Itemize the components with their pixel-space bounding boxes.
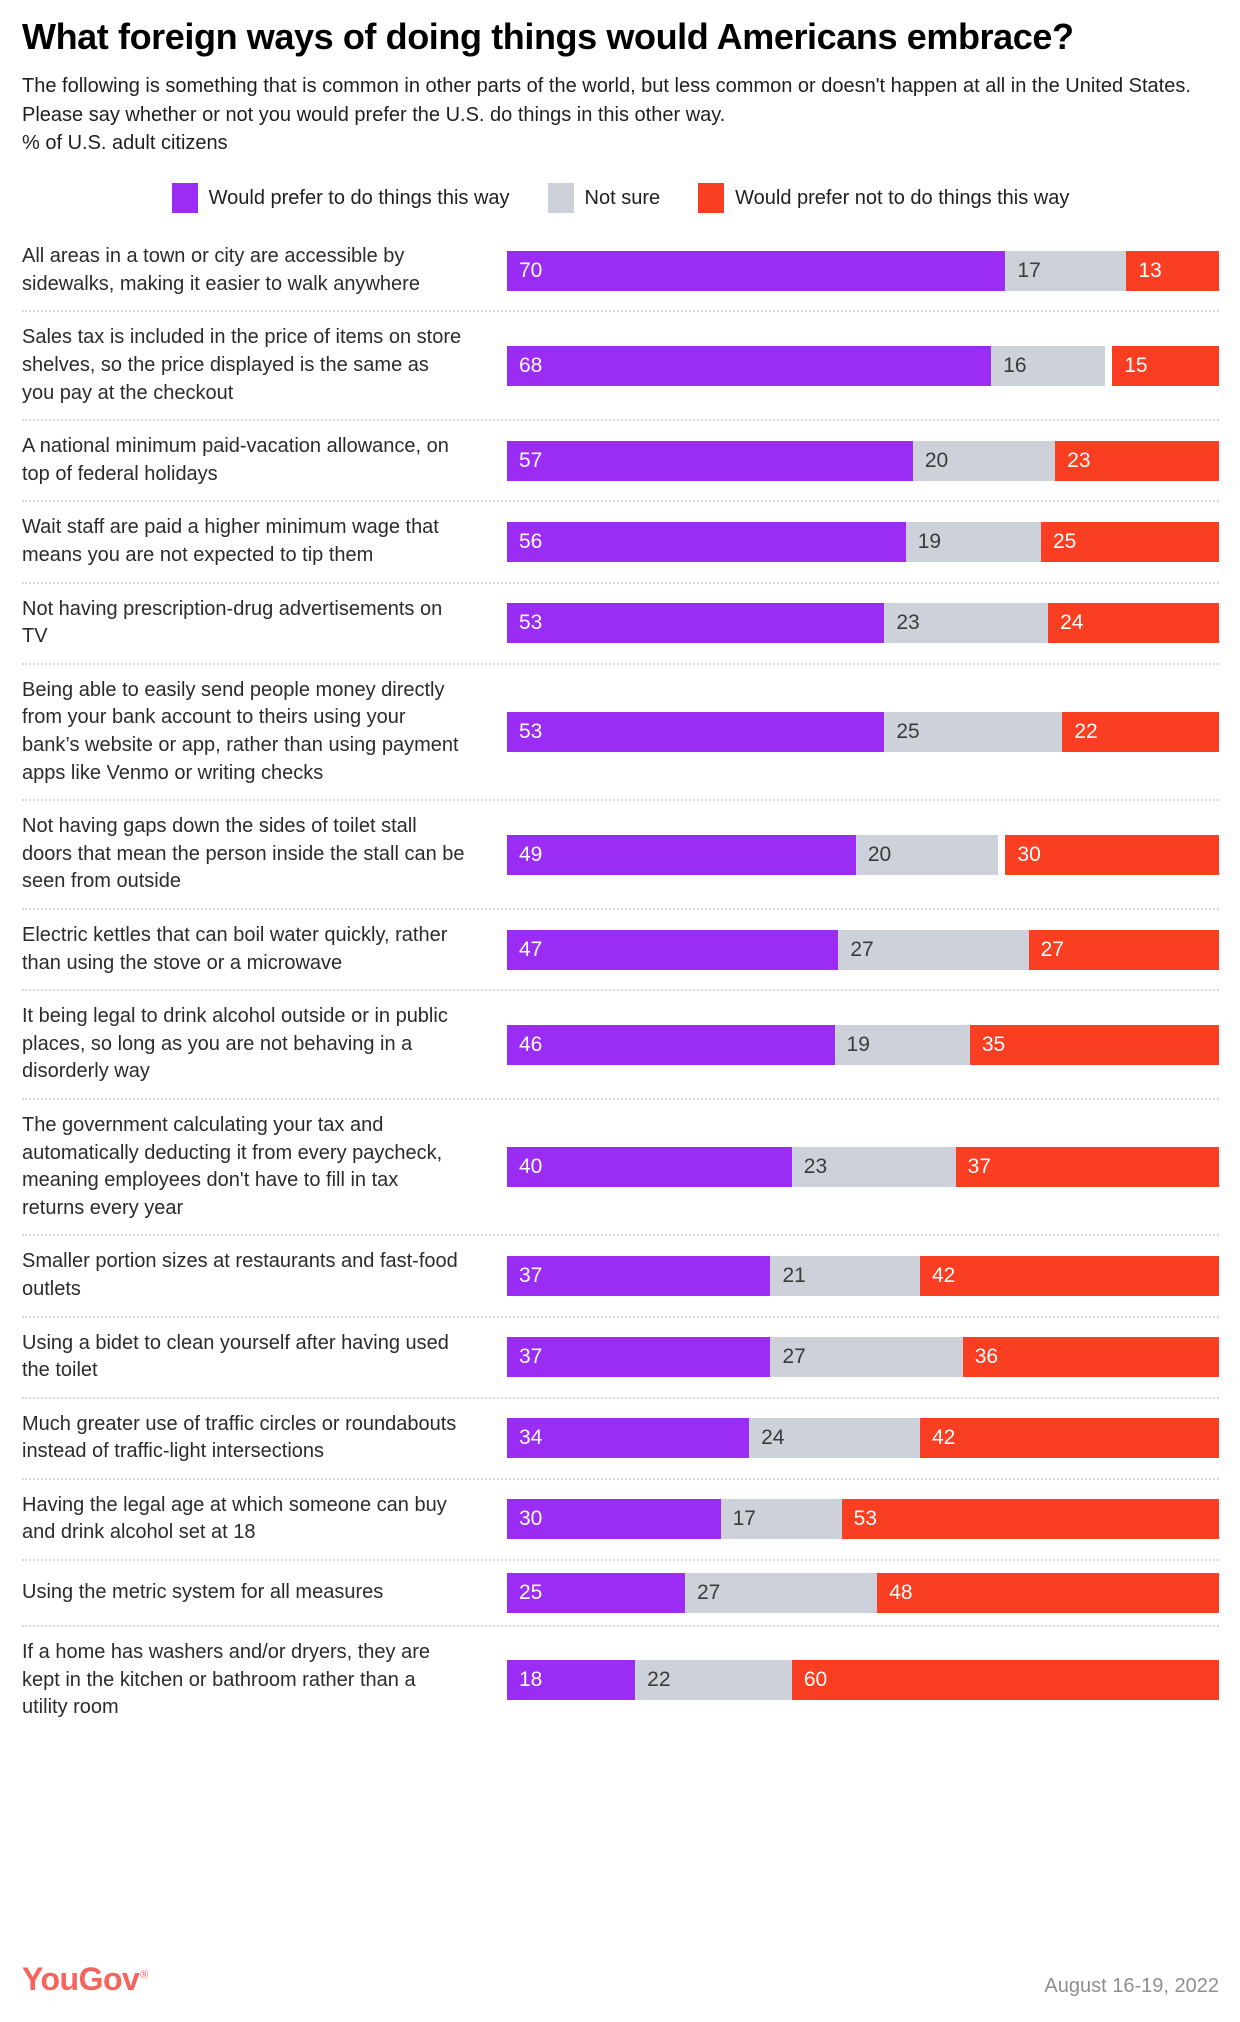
chart-footer: [22, 1961, 1219, 1998]
chart-row: [22, 310, 1219, 419]
bar-value: 35: [981, 1032, 1006, 1056]
bar-segment-not-sure: [906, 522, 1041, 562]
bar-segment-prefer-not: [1029, 930, 1219, 970]
bar-segment-not-sure: [770, 1337, 962, 1377]
bar-segment-not-sure: [1005, 251, 1126, 291]
row-label: It being legal to drink alcohol outside or in public places, so long as you are not behaving in a disorderly way: [22, 1005, 448, 1083]
bar-value: 21: [782, 1263, 806, 1287]
bar-segment-not-sure: [835, 1025, 970, 1065]
bar-value: 20: [924, 448, 949, 472]
row-label: If a home has washers and/or dryers, they are kept in the kitchen or bathroom rather than a utility room: [22, 1641, 430, 1719]
bar-segment-prefer-not: [1062, 712, 1219, 752]
legend-item-prefer: [172, 183, 510, 213]
bar-segment-not-sure: [856, 835, 998, 875]
bar-value: 27: [697, 1581, 721, 1605]
bar-value: 23: [803, 1155, 828, 1179]
bar-value: 53: [853, 1507, 877, 1531]
bar-value: 27: [1040, 937, 1065, 961]
bar-segment-prefer-not: [920, 1256, 1219, 1296]
row-label: A national minimum paid-vacation allowance, on top of federal holidays: [22, 435, 449, 485]
chart-row: [22, 989, 1219, 1098]
row-bar: [507, 1573, 1219, 1613]
bar-segment-prefer: [507, 712, 884, 752]
bar-value: 23: [1067, 448, 1091, 472]
row-bar: [507, 1418, 1219, 1458]
bar-value: 68: [519, 353, 543, 377]
row-bar: [507, 251, 1219, 291]
chart-row: [22, 231, 1219, 310]
row-bar: [507, 712, 1219, 752]
bar-value: 27: [782, 1345, 806, 1369]
row-bar: [507, 603, 1219, 643]
bar-segment-prefer-not: [1055, 441, 1219, 481]
bar-segment-not-sure: [884, 603, 1048, 643]
chart-row: [22, 1397, 1219, 1478]
bar-segment-not-sure: [635, 1660, 792, 1700]
row-bar: [507, 930, 1219, 970]
row-bar: [507, 522, 1219, 562]
bar-segment-prefer: [507, 1025, 835, 1065]
row-label: Being able to easily send people money directly from your bank account to theirs using your bank’s website or app, rather than using payment apps like Venmo or writing checks: [22, 678, 459, 784]
row-label: Much greater use of traffic circles or roundabouts instead of traffic-light intersections: [22, 1412, 457, 1463]
bar-segment-prefer-not: [956, 1147, 1219, 1187]
bar-segment-not-sure: [913, 441, 1055, 481]
bar-segment-prefer: [507, 522, 906, 562]
bar-value: 24: [1060, 611, 1084, 635]
bar-value: 22: [1074, 720, 1098, 743]
bar-value: 17: [732, 1507, 756, 1531]
bar-value: 40: [519, 1155, 543, 1179]
bar-value: 22: [647, 1668, 671, 1692]
bar-value: 53: [519, 611, 543, 635]
row-bar: [507, 1660, 1219, 1700]
bar-value: 46: [519, 1032, 543, 1056]
bar-segment-prefer-not: [963, 1337, 1219, 1377]
bar-value: 17: [1017, 258, 1041, 282]
bar-value: 23: [896, 611, 920, 635]
fieldwork-date: August 16-19, 2022: [1044, 1975, 1219, 1997]
registered-trademark-icon: ®: [140, 1969, 148, 1982]
row-label: Smaller portion sizes at restaurants and fast-food outlets: [22, 1250, 458, 1300]
bar-segment-prefer: [507, 441, 913, 481]
chart-row: [22, 1625, 1219, 1734]
bar-segment-prefer: [507, 1147, 792, 1187]
bar-value: 49: [519, 842, 543, 866]
chart-subtitle: The following is something that is common in other parts of the world, but less common or doesn't happen at all in the United States. Please say whether or not you would prefer the U.S. do things in this other way.: [22, 75, 1191, 126]
bar-value: 20: [867, 842, 892, 866]
bar-value: 42: [931, 1426, 956, 1450]
bar-segment-prefer: [507, 1660, 635, 1700]
bar-segment-prefer-not: [1041, 522, 1219, 562]
row-bar: [507, 835, 1219, 875]
bar-value: 25: [1053, 530, 1077, 554]
bar-value: 27: [850, 937, 874, 961]
bar-value: 16: [1003, 353, 1027, 377]
bar-segment-prefer-not: [842, 1499, 1219, 1539]
row-label: Having the legal age at which someone can buy and drink alcohol set at 18: [22, 1493, 447, 1544]
bar-value: 37: [519, 1345, 543, 1369]
bar-value: 47: [519, 937, 543, 961]
chart-row: [22, 1234, 1219, 1315]
bar-value: 34: [519, 1426, 543, 1450]
bar-segment-prefer-not: [1126, 251, 1219, 291]
legend-label-prefer-not: Would prefer not to do things this way: [735, 186, 1070, 209]
legend-swatch-prefer-icon: [172, 183, 198, 213]
bar-value: 19: [846, 1032, 870, 1056]
chart-row: [22, 1316, 1219, 1397]
bar-value: 25: [519, 1581, 543, 1605]
bar-segment-prefer-not: [1112, 346, 1219, 386]
bar-value: 15: [1124, 353, 1148, 377]
row-bar: [507, 1025, 1219, 1065]
legend-label-not-sure: Not sure: [584, 186, 661, 209]
legend-label-prefer: Would prefer to do things this way: [208, 186, 510, 209]
row-bar: [507, 1337, 1219, 1377]
bar-value: 70: [519, 258, 543, 282]
bar-value: 48: [889, 1581, 913, 1605]
bar-value: 30: [1017, 842, 1041, 866]
bar-value: 25: [896, 720, 920, 743]
row-bar: [507, 1147, 1219, 1187]
bar-value: 19: [917, 530, 942, 554]
bar-segment-prefer: [507, 251, 1005, 291]
chart-row: [22, 1478, 1219, 1559]
bar-segment-prefer: [507, 1573, 685, 1613]
chart-row: [22, 500, 1219, 581]
row-label: The government calculating your tax and automatically deducting it from every paycheck, meaning employees don't have to fill in tax returns every year: [22, 1113, 443, 1219]
bar-segment-prefer: [507, 930, 838, 970]
page-title: What foreign ways of doing things would Americans embrace?: [22, 16, 1074, 57]
legend-item-not-sure: [548, 183, 661, 213]
bar-segment-prefer-not: [792, 1660, 1219, 1700]
bar-segment-not-sure: [838, 930, 1028, 970]
bar-value: 18: [519, 1668, 543, 1692]
bar-value: 36: [974, 1345, 999, 1369]
row-label: Not having prescription-drug advertisements on TV: [22, 597, 443, 648]
bar-value: 37: [967, 1155, 991, 1179]
bar-segment-not-sure: [792, 1147, 956, 1187]
bar-segment-not-sure: [991, 346, 1105, 386]
bar-value: 13: [1138, 258, 1162, 282]
row-label: Using a bidet to clean yourself after having used the toilet: [22, 1331, 449, 1382]
bar-segment-prefer-not: [1048, 603, 1219, 643]
bar-segment-prefer: [507, 603, 884, 643]
row-bar: [507, 441, 1219, 481]
bar-value: 57: [519, 448, 543, 472]
bar-value: 24: [761, 1426, 785, 1450]
row-label: Electric kettles that can boil water quickly, rather than using the stove or a microwave: [22, 923, 448, 974]
chart-row: [22, 1559, 1219, 1625]
bar-segment-prefer-not: [920, 1418, 1219, 1458]
chart-legend: [22, 183, 1219, 213]
bar-value: 30: [519, 1507, 543, 1531]
bar-value: 53: [519, 720, 543, 743]
row-bar: [507, 1256, 1219, 1296]
yougov-logo-text: YouGov: [22, 1961, 140, 1997]
bar-segment-prefer-not: [877, 1573, 1219, 1613]
legend-item-prefer-not: [698, 183, 1069, 213]
bar-value: 60: [803, 1668, 828, 1692]
bar-value: 56: [519, 530, 543, 554]
chart-row: [22, 419, 1219, 500]
bar-segment-not-sure: [884, 712, 1062, 752]
bar-segment-not-sure: [685, 1573, 877, 1613]
row-label: Wait staff are paid a higher minimum wage that means you are not expected to tip them: [22, 516, 439, 567]
population-note: % of U.S. adult citizens: [22, 131, 228, 154]
bar-segment-not-sure: [749, 1418, 920, 1458]
bar-segment-prefer: [507, 1499, 721, 1539]
bar-segment-prefer-not: [1005, 835, 1219, 875]
row-label: Sales tax is included in the price of items on store shelves, so the price displayed is the same as you pay at the checkout: [22, 326, 462, 404]
row-label: Using the metric system for all measures: [22, 1581, 384, 1604]
bar-segment-prefer-not: [970, 1025, 1219, 1065]
chart-row: [22, 908, 1219, 989]
bar-segment-prefer: [507, 346, 991, 386]
chart-row: [22, 582, 1219, 663]
row-label: Not having gaps down the sides of toilet stall doors that mean the person inside the stall can be seen from outside: [22, 815, 465, 893]
bar-segment-prefer: [507, 835, 856, 875]
row-bar: [507, 346, 1219, 386]
legend-swatch-not-sure-icon: [548, 183, 574, 213]
bar-segment-prefer: [507, 1337, 770, 1377]
chart-row: [22, 1098, 1219, 1234]
stacked-bar-chart: [22, 231, 1219, 1734]
bar-segment-prefer: [507, 1418, 749, 1458]
row-bar: [507, 1499, 1219, 1539]
yougov-logo: [22, 1961, 148, 1998]
legend-swatch-prefer-not-icon: [698, 183, 724, 213]
chart-row: [22, 663, 1219, 799]
bar-segment-prefer: [507, 1256, 770, 1296]
bar-value: 42: [931, 1263, 956, 1287]
chart-row: [22, 799, 1219, 908]
bar-value: 37: [519, 1263, 543, 1287]
bar-segment-not-sure: [770, 1256, 920, 1296]
bar-segment-not-sure: [721, 1499, 842, 1539]
row-label: All areas in a town or city are accessible by sidewalks, making it easier to walk anywhere: [22, 245, 420, 295]
